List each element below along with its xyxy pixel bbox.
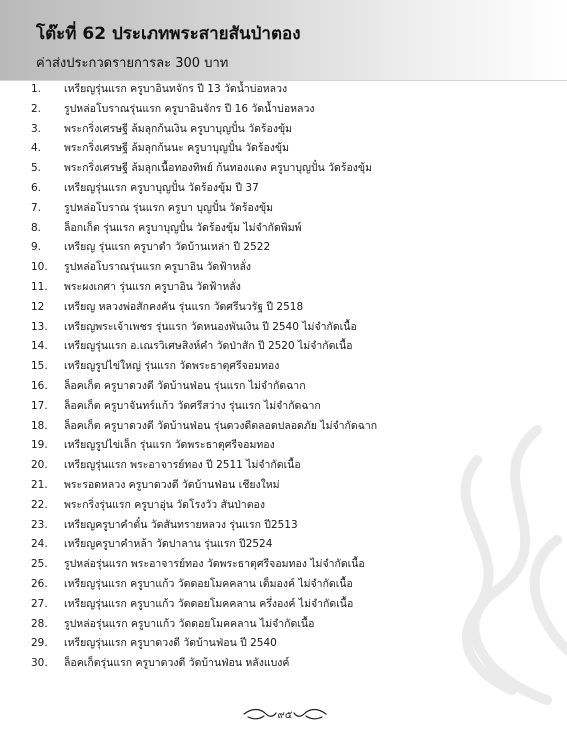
page-subtitle: ค่าส่งประกวดรายการละ 300 บาท [36,56,229,71]
item-number: 5. [31,162,42,175]
item-text: เหรียญรูปไข่ใหญ่ รุ่นแรก วัดพระธาตุศรีจอมทอง [64,360,280,373]
item-text: เหรียญพระเจ้าเพชร รุ่นแรก วัดหนองพันเงิน ปี 2540 ไม่จำกัดเนื้อ [64,320,357,333]
list-item [0,238,567,258]
item-number: 10. [31,261,48,274]
list-item [0,417,567,437]
item-text: เหรียญรุ่นแรก ครูบาดวงดี วัดบ้านฟ่อน ปี 2540 [64,637,277,650]
item-list [0,80,567,674]
item-number: 6. [31,181,42,194]
item-number: 26. [31,577,48,590]
item-number: 1. [31,83,42,95]
item-text: พระผงเกศา รุ่นแรก ครูบาอิน วัดฟ้าหลั่ง [64,280,241,293]
item-number: 12 [31,300,45,313]
item-text: เหรียญ รุ่นแรก ครูบาดำ วัดบ้านเหล่า ปี 2522 [64,241,271,254]
item-text: ล็อคเก็ตรุ่นแรก ครูบาดวงดี วัดบ้านฟ่อน หลังแบงค์ [64,657,290,670]
item-number: 22. [31,498,48,511]
item-text: เหรียญรุ่นแรก พระอาจารย์ทอง ปี 2511 ไม่จำกัดเนื้อ [64,459,301,472]
item-text: ล็อคเก็ต ครูบาดวงดี วัดบ้านฟ่อน รุ่นดวงดีตลอดปลอดภัย ไม่จำกัดฉาก [64,419,378,432]
item-number: 19. [31,439,48,452]
item-number: 16. [31,379,48,392]
item-number: 11. [31,280,48,293]
item-number: 2. [31,102,42,115]
item-text: ล็อคเก็ต ครูบาดวงดี วัดบ้านฟ่อน รุ่นแรก ไม่จำกัดฉาก [64,379,306,392]
item-text: เหรียญครูบาคำตั๋น วัดสันทรายหลวง รุ่นแรก ปี2513 [64,518,298,531]
list-item [0,516,567,536]
item-number: 25. [31,558,48,571]
item-text: รูปหล่อโบราณรุ่นแรก ครูบาอินจักร ปี 16 วัดน้ำบ่อหลวง [64,102,315,115]
item-text: รูปหล่อรุ่นแรก พระอาจารย์ทอง วัดพระธาตุศรีจอมทอง ไม่จำกัดเนื้อ [64,558,365,571]
item-text: พระกริ่งเศรษฐี ล้มลุกก้นนะ ครูบาบุญปั๋น วัดร้องขุ้ม [64,142,290,155]
item-text: เหรียญรุ่นแรก ครูบาอินทจักร ปี 13 วัดน้ำบ่อหลวง [64,83,288,95]
list-item [0,318,567,338]
list-item [0,139,567,159]
item-text: พระกริ่งเศรษฐี ล้มลุกเนื้อทองทิพย์ ก้นทองแดง ครูบาบุญปั๋น วัดร้องขุ้ม [64,162,373,175]
list-item [0,555,567,575]
item-text: เหรียญรุ่นแรก ครูบาแก้ว วัดดอยโมคคลาน ครึ่งองค์ ไม่จำกัดเนื้อ [64,597,354,610]
list-item [0,436,567,456]
item-text: เหรียญ หลวงพ่อสักคงคัน รุ่นแรก วัดศรีนวรัฐ ปี 2518 [64,300,304,313]
item-number: 7. [31,201,42,214]
list-item [0,357,567,377]
list-item [0,397,567,417]
list-item [0,575,567,595]
list-item [0,80,567,100]
item-text: เหรียญรูปไข่เล็ก รุ่นแรก วัดพระธาตุศรีจอมทอง [64,439,275,452]
page-number: ๙๕ [277,710,293,721]
item-number: 20. [31,459,48,472]
item-number: 3. [31,122,42,135]
item-text: เหรียญรุ่นแรก ครูบาบุญปั๋น วัดร้องขุ้ม ปี 37 [64,181,259,194]
page-title: โต๊ะที่ 62 ประเภทพระสายสันป่าตอง [36,24,301,44]
list-item [0,219,567,239]
item-text: เหรียญรุ่นแรก ครูบาแก้ว วัดดอยโมคคลาน เต็มองค์ ไม่จำกัดเนื้อ [64,577,353,590]
list-item [0,456,567,476]
item-text: รูปหล่อโบราณรุ่นแรก ครูบาอิน วัดฟ้าหลั่ง [64,261,252,274]
item-number: 14. [31,340,48,353]
item-number: 13. [31,320,48,333]
item-number: 27. [31,597,48,610]
item-text: พระกริ่งรุ่นแรก ครูบาอุ่น วัดโรงวัว สันป่าตอง [64,498,265,511]
list-item [0,615,567,635]
list-item [0,159,567,179]
item-text: พระกริ่งเศรษฐี ล้มลุกก้นเงิน ครูบาบุญปั๋น วัดร้องขุ้ม [64,122,293,135]
list-item [0,258,567,278]
item-number: 8. [31,221,42,234]
item-text: เหรียญรุ่นแรก อ.เณรวิเศษสิงห์คำ วัดป่าสัก ปี 2520 ไม่จำกัดเนื้อ [64,340,353,353]
item-text: ล็อคเก็ต ครูบาจันทร์แก้ว วัดศรีสว่าง รุ่นแรก ไม่จำกัดฉาก [64,399,321,412]
list-item [0,199,567,219]
list-item [0,377,567,397]
list-item [0,337,567,357]
list-item [0,278,567,298]
item-text: เหรียญครูบาคำหล้า วัดปาลาน รุ่นแรก ปี2524 [64,538,273,551]
list-item [0,476,567,496]
item-text: พระรอดหลวง ครูบาดวงดี วัดบ้านฟ่อน เชียงใหม่ [64,478,280,491]
item-number: 28. [31,617,48,630]
list-item [0,120,567,140]
item-text: ล็อกเก็ต รุ่นแรก ครูบาบุญปั๋น วัดร้องขุ้ม ไม่จำกัดพิมพ์ [64,221,302,234]
item-number: 29. [31,637,48,650]
list-item [0,654,567,674]
list-item [0,634,567,654]
thai-scroll-ornament-icon [240,706,330,722]
item-number: 4. [31,142,42,155]
item-number: 15. [31,360,48,373]
item-number: 24. [31,538,48,551]
item-text: รูปหล่อรุ่นแรก ครูบาแก้ว วัดดอยโมคคลาน ไม่จำกัดเนื้อ [64,617,315,630]
list-item [0,595,567,615]
list-item [0,496,567,516]
list-item [0,179,567,199]
item-number: 21. [31,478,48,491]
item-number: 23. [31,518,48,531]
item-text: รูปหล่อโบราณ รุ่นแรก ครูบา บุญปั๋น วัดร้องขุ้ม [64,201,274,214]
list-item [0,298,567,318]
item-number: 18. [31,419,48,432]
list-item [0,535,567,555]
item-number: 30. [31,657,48,670]
item-number: 17. [31,399,48,412]
item-number: 9. [31,241,42,254]
list-item [0,100,567,120]
